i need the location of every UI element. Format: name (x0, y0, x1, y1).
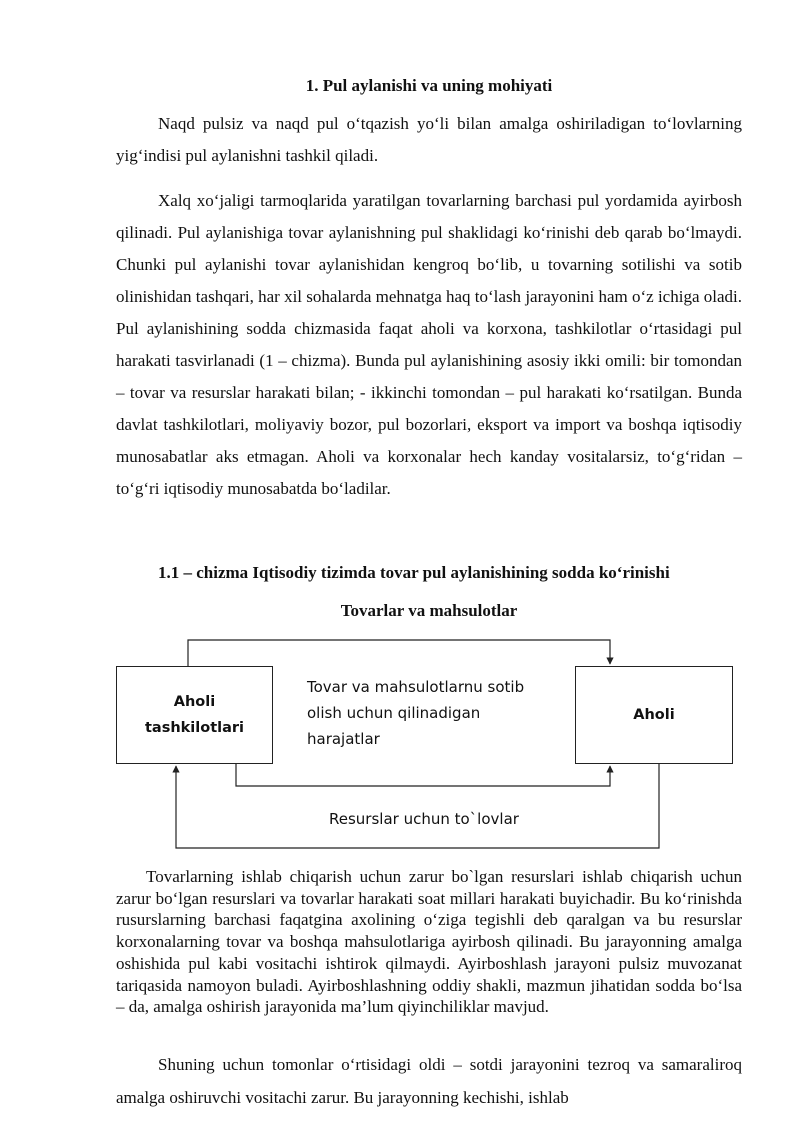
spending-flow-label: Tovar va mahsulotlarnu sotib olish uchun qilinadigan harajatlar (307, 678, 525, 748)
section-heading: 1. Pul aylanishi va uning mohiyati (305, 76, 553, 95)
resource-payment-label: Resurslar uchun to`lovlar (329, 810, 519, 828)
households-box (575, 666, 733, 764)
diagram-top-label: Tovarlar va mahsulotlar (340, 601, 518, 620)
goods-flow-arrow (188, 640, 610, 666)
households-organizations-box (116, 666, 273, 764)
figure-caption: 1.1 – chizma Iqtisodiy tizimda tovar pul aylanishining sodda ko‘rinishi (158, 563, 670, 582)
paragraph-3: Tovarlarning ishlab chiqarish uchun zarur bo`lgan resurslari ishlab chiqarish uchun zarur bo‘lgan resurslari va tovarlar harakati soat millari harakati buyichadir. Bu ko‘rinishda rusurslarning barchasi faqatgina axolining o‘ziga tegishli deb qaralgan va bu resurslar korxonalarning tovar va boshqa mahsulotlariga ayirbosh qilinadi. Bu jarayonning amalga oshishida pul kabi vositachi ishtirok qilmaydi. Ayirboshlash jarayoni pulsiz muvozanat tariqasida namoyon buladi. Ayirboshlashning oddiy shakli, mazmun jihatidan sodda bo‘lsa – da, amalga oshirish jarayonida ma’lum qiyinchiliklar mavjud. (116, 867, 742, 1017)
households-organizations-label: Aholi tashkilotlari (144, 694, 245, 736)
paragraph-4: Shuning uchun tomonlar o‘rtisidagi oldi – sotdi jarayonini tezroq va samaraliroq amalga oshiruvchi vositachi zarur. Bu jarayonning kechishi, ishlab (116, 1055, 742, 1107)
spending-flow-arrow (236, 764, 610, 786)
paragraph-1: Naqd pulsiz va naqd pul o‘tqazish yo‘li bilan amalga oshiriladigan to‘lovlarning yig‘indisi pul aylanishni tashkil qiladi. (116, 114, 742, 165)
households-label: Aholi (633, 707, 675, 723)
paragraph-2: Xalq xo‘jaligi tarmoqlarida yaratilgan tovarlarning barchasi pul yordamida ayirbosh qilinadi. Pul aylanishiga tovar aylanishning pul shaklidagi ko‘rinishi deb qarab bo‘lmaydi. Chunki pul aylanishi tovar aylanishidan kengroq bo‘lib, u tovarning sotilishi va sotib olinishidan tashqari, har xil sohalarda mehnatga haq to‘lash jarayonini ham o‘z ichiga oladi. Pul aylanishining sodda chizmasida faqat aholi va korxona, tashkilotlar o‘rtasidagi pul harakati tasvirlanadi (1 – chizma). Bunda pul aylanishining asosiy ikki omili: bir tomondan – tovar va resurslar harakati bilan; - ikkinchi tomondan – pul harakati ko‘rsatilgan. Bunda davlat tashkilotlari, moliyaviy bozor, pul bozorlari, eksport va import va boshqa iqtisodiy munosabatlar aks etmagan. Aholi va korxonalar hech kanday vositalarsiz, to‘g‘ridan – to‘g‘ri iqtisodiy munosabatda bo‘ladilar. (116, 191, 742, 498)
